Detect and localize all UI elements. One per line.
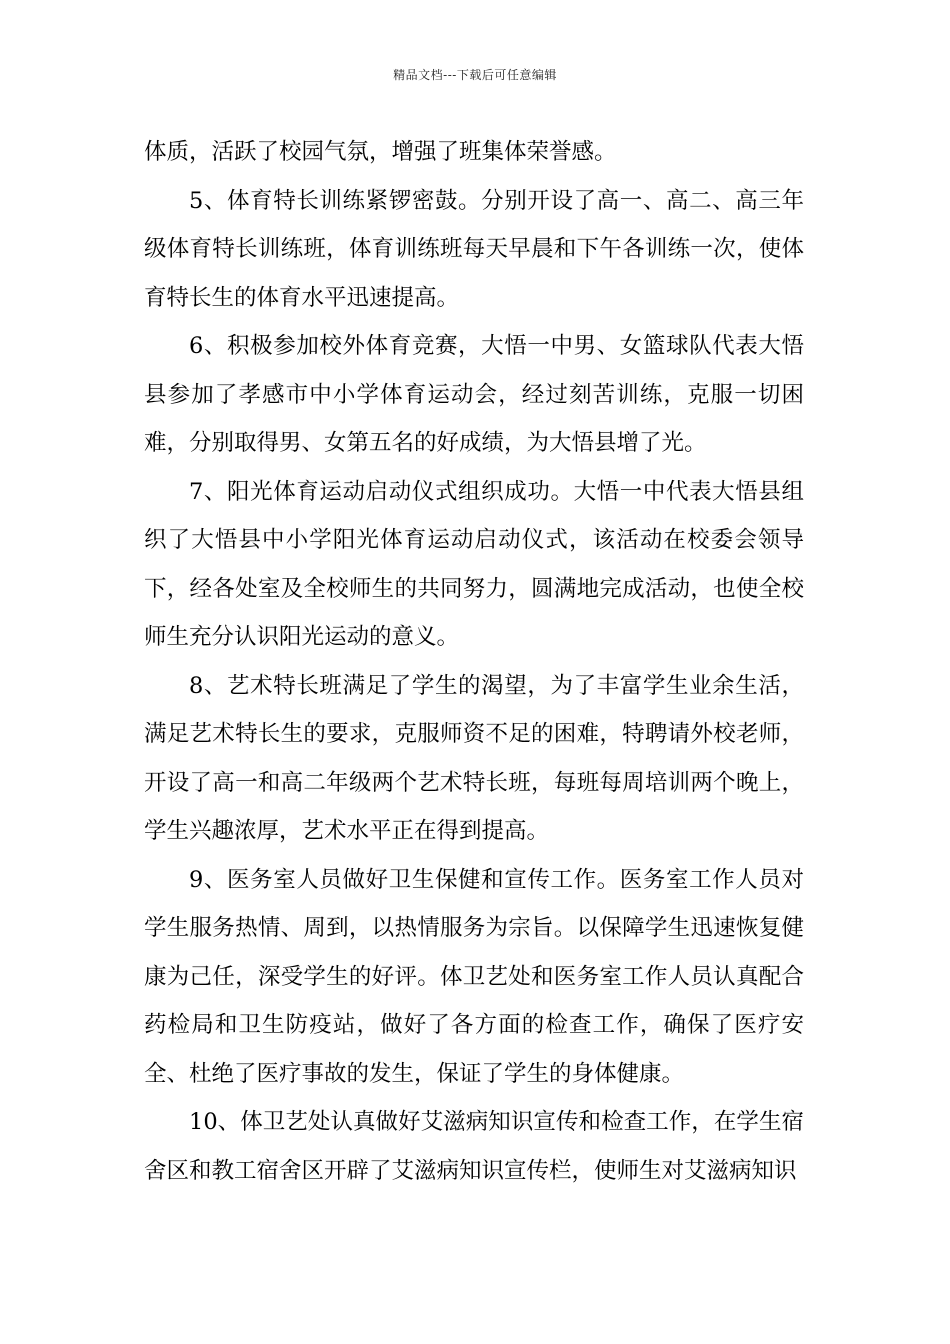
document-body bbox=[144, 128, 804, 1195]
paragraph-item-7: 7、阳光体育运动启动仪式组织成功。大悟一中代表大悟县组织了大悟县中小学阳光体育运动启动仪式，该活动在校委会领导下，经各处室及全校师生的共同努力，圆满地完成活动，也使全校师生充分认识阳光运动的意义。 bbox=[144, 478, 804, 650]
paragraph-item-10: 10、体卫艺处认真做好艾滋病知识宣传和检查工作，在学生宿舍区和教工宿舍区开辟了艾滋病知识宣传栏，使师生对艾滋病知识 bbox=[144, 1109, 804, 1184]
page-header: 精品文档---下载后可任意编辑 bbox=[393, 68, 557, 82]
paragraph-item-8: 8、艺术特长班满足了学生的渴望，为了丰富学生业余生活，满足艺术特长生的要求，克服师资不足的困难，特聘请外校老师，开设了高一和高二年级两个艺术特长班，每班每周培训两个晚上，学生兴趣浓厚，艺术水平正在得到提高。 bbox=[144, 672, 804, 844]
paragraph-item-9: 9、医务室人员做好卫生保健和宣传工作。医务室工作人员对学生服务热情、周到，以热情服务为宗旨。以保障学生迅速恢复健康为己任，深受学生的好评。体卫艺处和医务室工作人员认真配合药检局和卫生防疫站，做好了各方面的检查工作，确保了医疗安全、杜绝了医疗事故的发生，保证了学生的身体健康。 bbox=[144, 866, 804, 1087]
paragraph-item-5: 5、体育特长训练紧锣密鼓。分别开设了高一、高二、高三年级体育特长训练班，体育训练班每天早晨和下午各训练一次，使体育特长生的体育水平迅速提高。 bbox=[144, 187, 804, 311]
paragraph-item-6: 6、积极参加校外体育竞赛，大悟一中男、女篮球队代表大悟县参加了孝感市中小学体育运动会，经过刻苦训练，克服一切困难，分别取得男、女第五名的好成绩，为大悟县增了光。 bbox=[144, 333, 804, 456]
paragraph-continuation: 体质，活跃了校园气氛，增强了班集体荣誉感。 bbox=[144, 139, 617, 165]
